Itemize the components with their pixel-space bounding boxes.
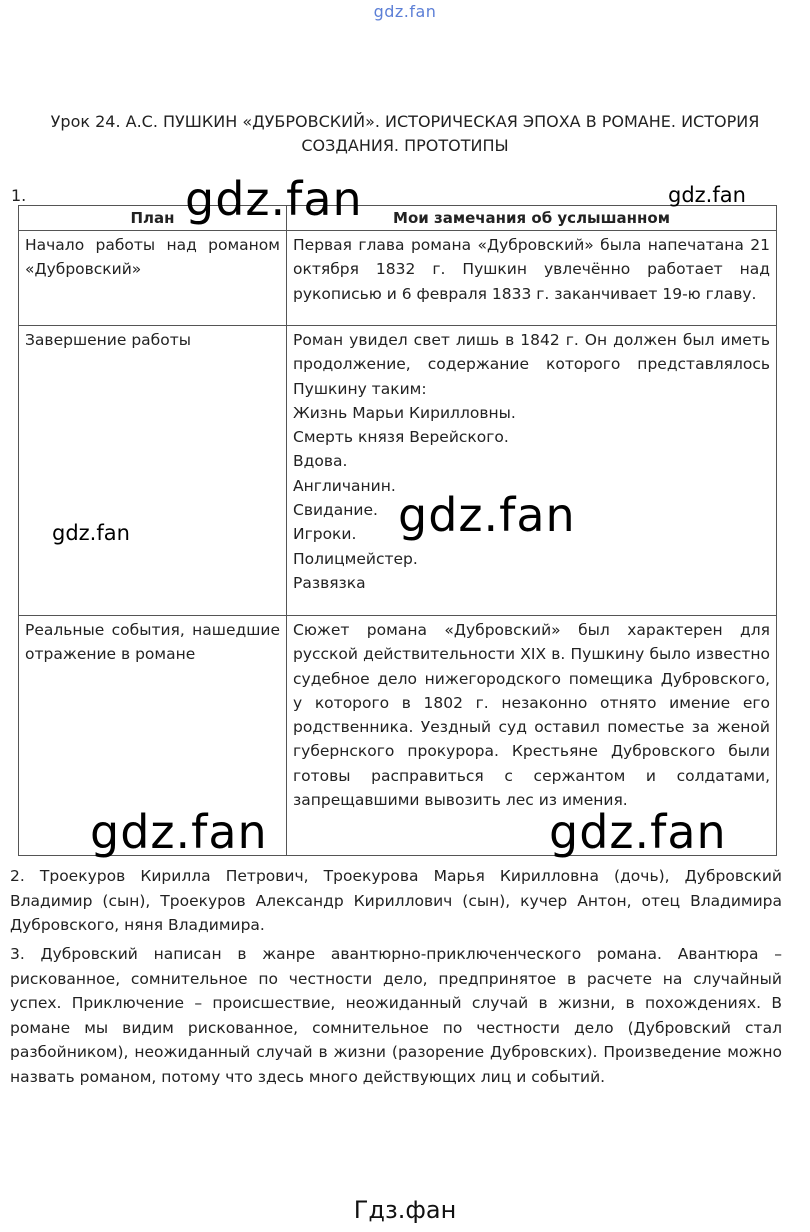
notes-line: Развязка <box>293 573 366 592</box>
plan-cell: Завершение работы <box>19 326 287 616</box>
header-plan: План <box>19 206 287 231</box>
table-row <box>19 326 777 616</box>
watermark: gdz.fan <box>185 172 363 226</box>
watermark: gdz.fan <box>398 488 576 542</box>
task-2-answer: 2. Троекуров Кирилла Петрович, Троекурова Марья Кирилловна (дочь), Дубровский Владимир (сын), Троекуров Александр Кириллович (сын), кучер Антон, отец Владимира Дубровского, няня Владимира. <box>10 867 782 934</box>
notes-line: Жизнь Марьи Кирилловны. <box>293 403 516 422</box>
notes-line: Первая глава романа «Дубровский» была напечатана 21 октября 1832 г. Пушкин увлечённо работает над рукописью и 6 февраля 1833 г. заканчивает 19-ю главу. <box>293 236 770 303</box>
table-header-row <box>19 206 777 231</box>
header-notes: Мои замечания об услышанном <box>287 206 777 231</box>
notes-line: Вдова. <box>293 452 348 471</box>
watermark: gdz.fan <box>668 183 746 207</box>
plan-cell: Реальные события, нашедшие отражение в романе <box>19 616 287 856</box>
notes-line: Роман увидел свет лишь в 1842 г. Он должен был иметь продолжение, содержание которого представлялось Пушкину таким: <box>293 331 770 398</box>
watermark: gdz.fan <box>90 805 268 859</box>
plan-cell: Начало работы над романом «Дубровский» <box>19 231 287 326</box>
notes-cell <box>287 326 777 616</box>
notes-line: Смерть князя Верейского. <box>293 428 509 447</box>
watermark: gdz.fan <box>52 521 130 545</box>
notes-line: Полицмейстер. <box>293 549 418 568</box>
notes-cell <box>287 231 777 326</box>
notes-line: Сюжет романа «Дубровский» был характерен для русской действительности XIX в. Пушкину было известно судебное дело нижегородского помещика Дубровского, у которого в 1802 г. незаконно отнято имение его родственника. Уездный суд оставил поместье за женой губернского прокурора. Крестьяне Дубровского были готовы расправиться с сержантом и солдатами, запрещавшими вывозить лес из имения. <box>293 621 770 810</box>
bottom-watermark: Гдз.фан <box>353 1196 457 1224</box>
task-1-number: 1. <box>11 186 27 205</box>
notes-line: Свидание. <box>293 501 378 520</box>
table-row <box>19 231 777 326</box>
lesson-title: Урок 24. А.С. ПУШКИН «ДУБРОВСКИЙ». ИСТОРИЧЕСКАЯ ЭПОХА В РОМАНЕ. ИСТОРИЯ СОЗДАНИЯ. ПРОТОТИПЫ <box>50 112 760 155</box>
notes-line: Игроки. <box>293 525 357 544</box>
task-3-answer: 3. Дубровский написан в жанре авантюрно-приключенческого романа. Авантюра – рискованное, сомнительное по честности дело, предпринятое в расчете на случайный успех. Приключение – происшествие, неожиданный случай в жизни, в похождениях. В романе мы видим рискованное, сомнительное по честности дело (Дубровский стал разбойником), неожиданный случай в жизни (разорение Дубровских). Произведение можно назвать романом, потому что здесь много действующих лиц и событий. <box>10 945 782 1086</box>
top-watermark: gdz.fan <box>373 2 437 21</box>
notes-line: Англичанин. <box>293 476 396 495</box>
watermark: gdz.fan <box>549 805 727 859</box>
